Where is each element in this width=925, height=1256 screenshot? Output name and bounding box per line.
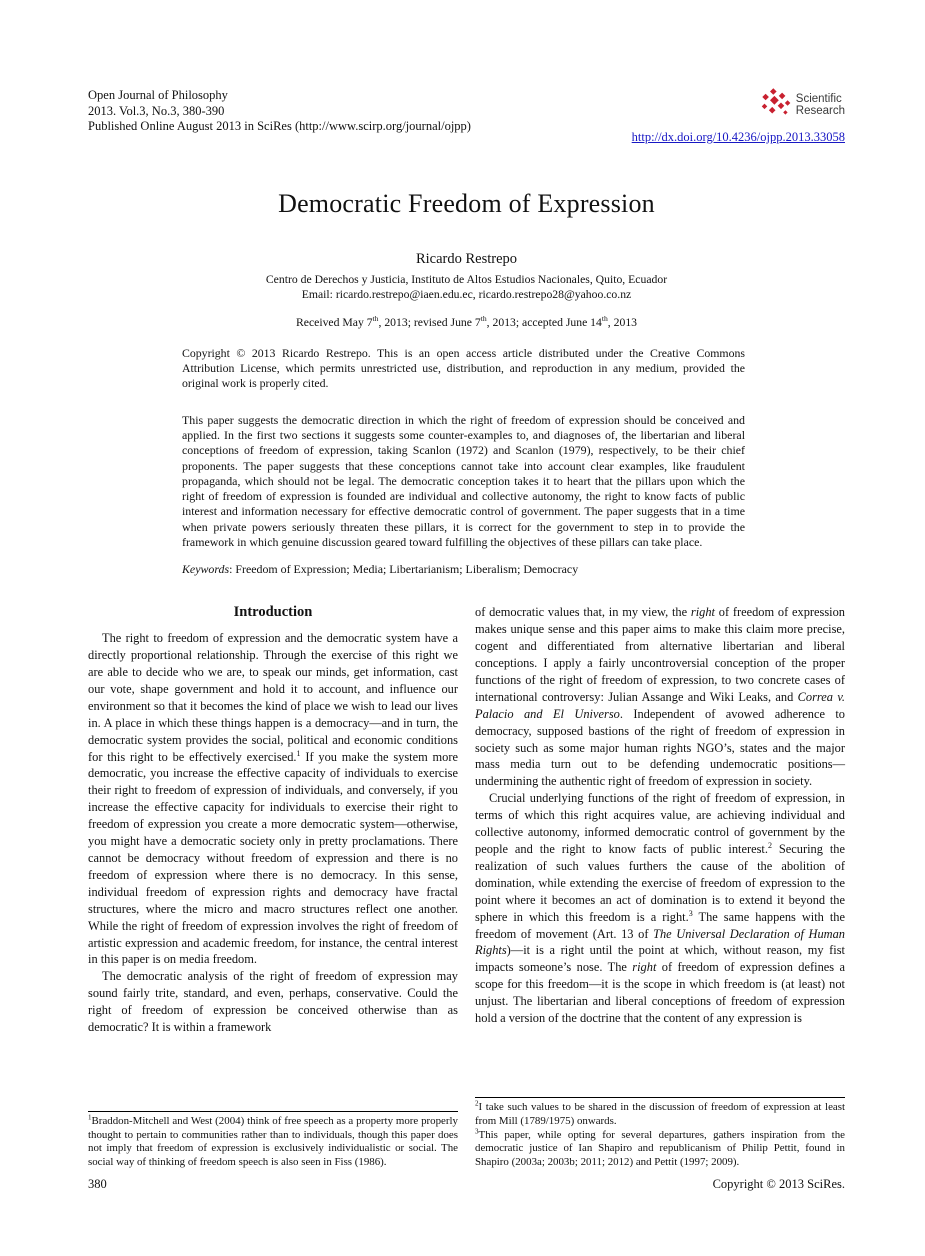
two-column-body: [88, 604, 845, 1170]
publisher-block: [632, 88, 845, 145]
page-footer: [88, 1177, 845, 1192]
footnote-separator: [88, 1111, 458, 1112]
received-line: Received May 7th, 2013; revised June 7th, 2013; accepted June 14th, 2013: [295, 314, 638, 329]
abstract: This paper suggests the democratic direction in which the right of freedom of expression should be conceived and applied. In the first two sections it suggests some counter-examples to, and diagnoses of, the libertarian and liberal conceptions of freedom of expression, taking Scanlon (1972) and Scanlon (1979), respectively, to be their chief proponents. The paper suggests that these conceptions cannot take into account clear examples, like fraudulent propaganda, which should not be legal. The democratic conception takes it to heart that the pillars upon which the right of freedom of expression is founded are individual and collective autonomy, the right to know facts of public interest and information necessary for effective democratic control of government. The paper suggests that in a time when private powers seriously threaten these pillars, it is correct for the government to step in to provide the framework in which genuine discussion geared toward fulfilling the objectives of these pillars can take place.: [182, 412, 745, 549]
page-title: Democratic Freedom of Expression: [278, 189, 655, 218]
footnotes-left: [88, 1111, 458, 1171]
journal-published-line: Published Online August 2013 in SciRes (http://www.scirp.org/journal/ojpp): [88, 119, 471, 133]
doi-line: [632, 130, 845, 145]
journal-header: [88, 88, 845, 145]
footnote-separator: [475, 1097, 845, 1098]
keywords-label: Keywords: [182, 562, 230, 577]
footnotes-right: [475, 1097, 845, 1171]
author-email: Email: ricardo.restrepo@iaen.edu.ec, ricardo.restrepo28@yahoo.co.nz: [301, 288, 632, 301]
scientific-research-logo-text: [796, 93, 845, 117]
journal-name: Open Journal of Philosophy: [88, 88, 228, 102]
page-number: 380: [88, 1177, 107, 1191]
footnote-2: $^2$I take such values to be shared in the discussion of freedom of expression at least from Mill (1789/1975) onwards.: [475, 1099, 845, 1127]
footnote-1: $^1$Braddon-Mitchell and West (2004) think of free speech as a property more properly thought to pertain to communities rather than to individuals, though this paper does not imply that freedom of expression is exclusively individualistic or social. The social way of thinking of freedom speech is also seen in Fiss (1986).: [88, 1113, 458, 1169]
copyright-notice: Copyright © 2013 Ricardo Restrepo. This is an open access article distributed under the Creative Commons Attribution License, which permits unrestricted use, distribution, and reproduction in any medium, provided the original work is properly cited.: [182, 346, 745, 391]
left-column: [88, 604, 458, 1170]
keywords-list: : Freedom of Expression; Media; Libertarianism; Liberalism; Democracy: [229, 562, 579, 577]
journal-info: [88, 88, 471, 135]
scientific-research-logo-icon: [759, 88, 792, 122]
author-name: Ricardo Restrepo: [415, 251, 518, 267]
body-paragraph: The democratic analysis of the right of freedom of expression may sound fairly trite, standard, and even, perhaps, conservative. Could the right of freedom of expression be conceived otherwise than as democratic? It is within a framework: [88, 969, 458, 1035]
body-paragraph: The right to freedom of expression and the democratic system have a directly proportional relationship. Through the exercise of this right we are able to decide who we are, to speak our minds, get information, cast our vote, shape government and hold it to account, and influence our environment so that it becomes the kind of place we wish to lead our lives in. A place in which these things happen is a democracy—and in turn, the democratic system provides the social, political and economic conditions for this right to be effectively exercised.$^1$ If you make the system more democratic, you increase the effective capacity of individuals to exercise their right to freedom of expression of individuals, and conversely, if you increase the effective capacity for individuals to exercise their right to freedom of expression you create a more democratic system—otherwise, you might have a democratic society only in pretty proclamations. There cannot be democracy without freedom of expression and there is no freedom of expression where there is no democracy. In this sense, individual freedom of expression rights and democracy have fractal structures, where the micro and macro structures reflect one another. While the right of freedom of expression involves the right of freedom of artistic expression and academic freedom, for instance, the central interest in this paper is on media freedom.: [88, 631, 458, 967]
logo-line1: Scientific: [795, 93, 842, 105]
logo-line2: Research: [795, 105, 845, 117]
doi-link[interactable]: http://dx.doi.org/10.4236/ojpp.2013.33058: [631, 130, 845, 144]
footnote-3: $^3$This paper, while opting for several departures, gathers inspiration from the democratic justice of Ian Shapiro and republicanism of Philip Pettit, found in Shapiro (2003a; 2003b; 2011; 2012) and Pettit (1997; 2009).: [475, 1126, 845, 1169]
footer-copyright: Copyright © 2013 SciRes.: [712, 1177, 845, 1191]
scientific-research-logo: [632, 88, 845, 122]
right-column: [475, 604, 845, 1170]
body-paragraph: of democratic values that, in my view, the right of freedom of expression makes unique sense and this paper aims to make this claim more precise, cogent and differentiated from alternative libertarian and liberal conceptions. I apply a fairly uncontroversial conception of the proper functions of the right of freedom of expression, to two concrete cases of international controversy: Julian Assange and Wiki Leaks, and Correa v. Palacio and El Universo. Independent of avowed adherence to democracy, supposed bastions of the right of freedom of expression in society such as some major human rights NGO’s, states and the major mass media turn out to be defending undemocratic positions—undermining the authentic right of freedom of expression in society.: [475, 605, 846, 789]
body-paragraph: Crucial underlying functions of the right of freedom of expression, in terms of which this right acquires value, are achieving individual and collective autonomy, informed democratic control of government by the people and the right to know facts of public interest.$^2$ Securing the realization of such values furthers the cause of the abolition of domination, while extending the exercise of freedom of expression to the point where it becomes an act of domination is to extend it beyond the sphere in which this freedom is a right.$^3$ The same happens with the freedom of movement (Art. 13 of The Universal Declaration of Human Rights)—it is a right until the point at which, without reason, my fist impacts someone’s nose. The right of freedom of expression defines a scope for this freedom—it is the scope in which freedom is (at least) not unjust. The libertarian and liberal conceptions of freedom of expression hold a version of the doctrine that the content of any expression is: [475, 791, 846, 1026]
author-affiliation: Centro de Derechos y Justicia, Instituto de Altos Estudios Nacionales, Quito, Ecuador: [265, 273, 668, 286]
section-heading-introduction: Introduction: [233, 604, 313, 621]
keywords-line: [182, 562, 745, 577]
journal-issue: 2013. Vol.3, No.3, 380-390: [88, 103, 225, 118]
